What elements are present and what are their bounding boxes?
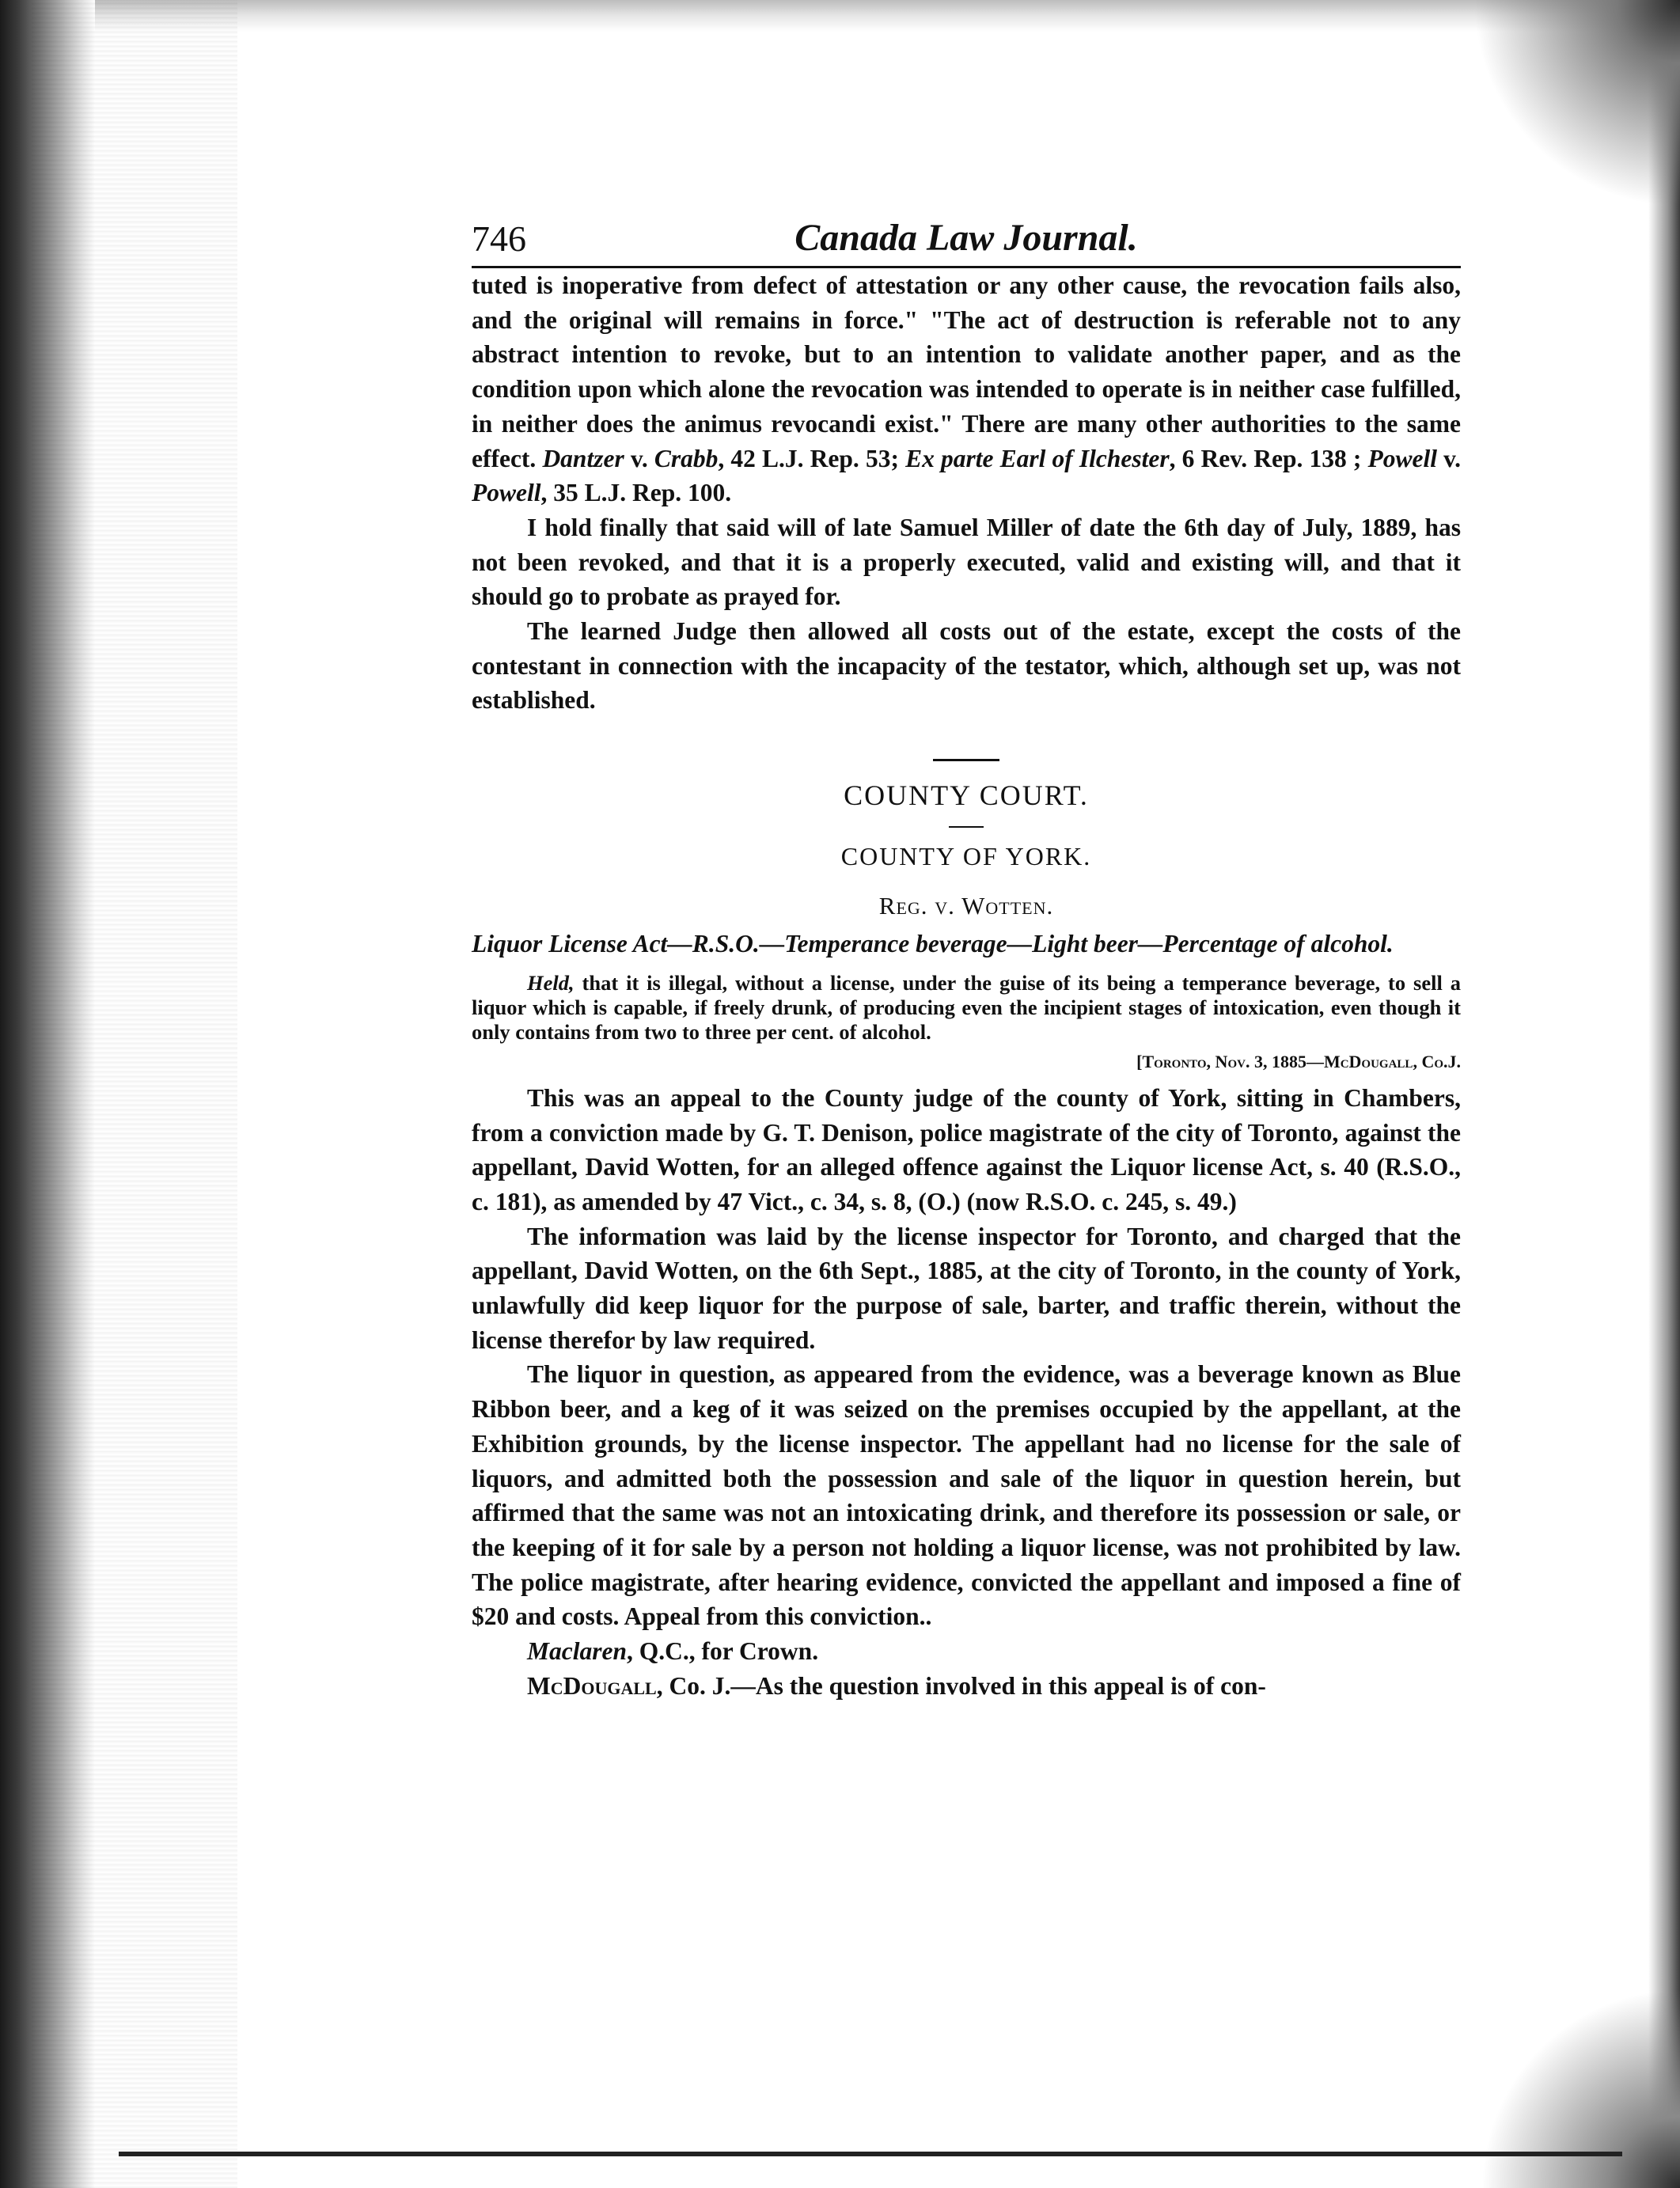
journal-title: Canada Law Journal. [794,217,1138,259]
scan-left-noise [32,0,237,2188]
paragraph: The information was laid by the license inspector for Toronto, and charged that the appellant, David Wotten, on the 6th Sept., 1885, at the city of Toronto, in the county of York, unlawfully did keep liquor for the purpose of sale, barter, and traffic therein, without the license therefor by law required. [472,1222,1461,1354]
scan-right-edge [1648,0,1680,2188]
scan-top-edge [0,0,1680,32]
case-citation-text: , 42 L.J. Rep. 53; [718,444,906,472]
counsel-text: , Q.C., for Crown. [627,1637,819,1666]
case-citation-text: , 6 Rev. Rep. 138 ; [1169,444,1368,472]
held-paragraph [472,971,1461,1045]
case-citation: Powell [472,479,541,507]
judgment-opening: , Co. J.—As the question involved in this appeal is of con- [656,1671,1266,1700]
scan-corner-top-right [1443,0,1680,237]
scan-corner-bottom-right [1443,1982,1680,2188]
page-number: 746 [472,218,526,259]
paragraph [472,1634,1461,1669]
case-citation: Powell [1367,444,1437,472]
county-heading: COUNTY OF YORK. [840,842,1092,871]
paragraph: This was an appeal to the County judge of the county of York, sitting in Chambers, from a conviction made by G. T. Denison, police magistrate of the city of Toronto, against the appellant, David Wotten, for an alleged offence against the Liquor license Act, s. 40 (R.S.O., c. 181), as amended by 47 Vict., c. 34, s. 8, (O.) (now R.S.O. c. 245, s. 49.) [472,1083,1461,1215]
headnote: Liquor License Act—R.S.O.—Temperance beverage—Light beer—Percentage of alcohol. [472,930,1394,958]
counsel-name: Maclaren [527,1637,627,1666]
case-citation: Dantzer [542,444,624,472]
case-citation-text: v. [1436,444,1462,472]
held-text: that it is illegal, without a license, under the guise of its being a temperance beverage, to sell a liquor which is capable, if freely drunk, of producing even the incipient stages of intoxication, even though it only contains from two to three per cent. of alcohol. [472,970,1461,1044]
judgment-text [472,1081,1461,1704]
paragraph [472,1669,1461,1704]
court-heading: COUNTY COURT. [844,779,1089,812]
judge-name: McDougall [527,1671,657,1700]
case-citation-text: v. [624,444,654,472]
paragraph-text: tuted is inoperative from defect of attestation or any other cause, the revocation fails also, and the original will remains in force." "The act of destruction is referable not to any abstract intention to revoke, but to an intention to validate another paper, and as the condition upon which alone the revocation was intended to operate is in neither case fulfilled, in neither does the animus revocandi exist." There are many other authorities to the same effect. [472,271,1461,472]
running-head [472,217,1461,268]
paragraph: The learned Judge then allowed all costs out of the estate, except the costs of the contestant in connection with the incapacity of the testator, which, although set up, was not established. [472,617,1461,715]
case-citation: Crabb [654,444,719,472]
paragraph [472,268,1461,510]
continuation-text [472,268,1461,718]
paragraph: I hold finally that said will of late Samuel Miller of date the 6th day of July, 1889, has not been revoked, and that it is a properly executed, valid and existing will, and that it should go to probate as prayed for. [472,513,1461,611]
paragraph: The liquor in question, as appeared from the evidence, was a beverage known as Blue Ribbon beer, and a keg of it was seized on the premises occupied by the appellant, at the Exhibition grounds, by the license inspector. The appellant had no license for the sale of liquors, and admitted both the possession and sale of the liquor in question herein, but affirmed that the same was not an intoxicating drink, and therefore its possession or sale, or the keeping of it for sale by a person not holding a liquor license, was not prohibited by law. The police magistrate, after hearing evidence, convicted the appellant and imposed a fine of $20 and costs. Appeal from this conviction.. [472,1360,1461,1631]
scan-bottom-rule [119,2152,1622,2156]
case-citation: Ex parte Earl of Ilchester [905,444,1170,472]
case-name: Reg. v. Wotten. [878,892,1054,920]
held-word: Held, [527,970,575,995]
court-citation: [Toronto, Nov. 3, 1885—McDougall, Co.J. [1136,1051,1461,1071]
case-citation-text: , 35 L.J. Rep. 100. [540,479,732,507]
journal-page [472,217,1462,1704]
